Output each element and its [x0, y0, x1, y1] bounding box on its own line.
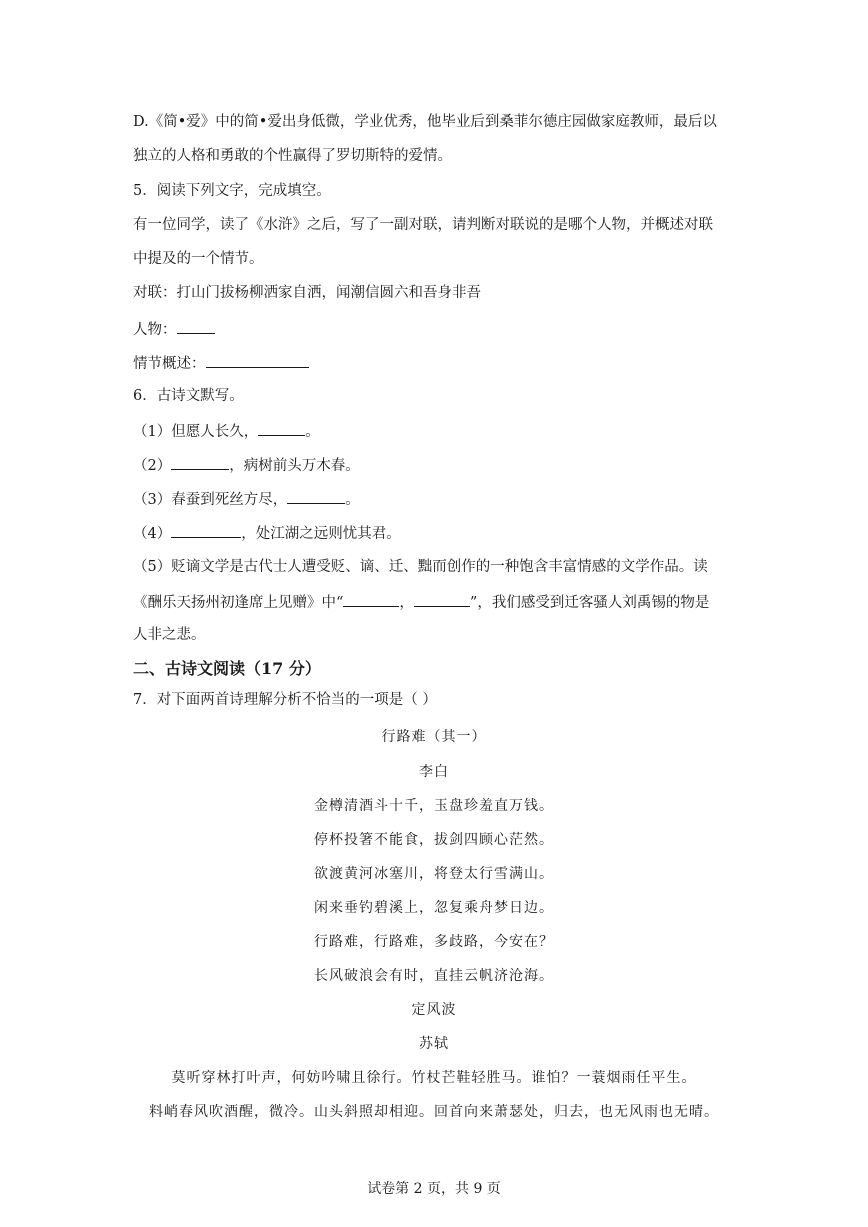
option-d-line-1: D.《简•爱》中的简•爱出身低微，学业优秀，他毕业后到桑菲尔德庄园做家庭教师，最后以 [133, 114, 717, 130]
section-2-heading: 二、古诗文阅读（17 分） [133, 659, 321, 678]
item-3-suffix: 。 [345, 492, 360, 508]
poem-1-line: 停杯投箸不能食，拔剑四顾心茫然。 [314, 832, 554, 848]
question-6-item-3 [133, 488, 360, 510]
question-6-item-5-line-1: （5）贬谪文学是古代士人遭受贬、谪、迁、黜而创作的一种饱含丰富情感的文学作品。读 [133, 559, 708, 575]
item-5-blank-2[interactable] [414, 591, 470, 607]
question-7-stem: 7．对下面两首诗理解分析不恰当的一项是（ ） [133, 692, 437, 708]
poem-1-line: 长风破浪会有时，直挂云帆济沧海。 [314, 968, 554, 984]
plot-answer-blank[interactable] [206, 352, 309, 368]
poem-1-line: 欲渡黄河冰塞川，将登太行雪满山。 [314, 866, 554, 882]
poem-2-line: 料峭春风吹酒醒，微冷。山头斜照却相迎。回首向来萧瑟处，归去，也无风雨也无晴。 [149, 1104, 719, 1120]
poem-1-line: 行路难，行路难，多歧路，今安在？ [314, 934, 554, 950]
poem-2-author: 苏轼 [419, 1036, 449, 1052]
item-5-prefix: 《酬乐天扬州初逢席上见赠》中“ [133, 595, 344, 611]
question-6-item-2 [133, 454, 360, 476]
page-footer: 试卷第 2 页，共 9 页 [367, 1181, 501, 1197]
item-2-prefix: （2） [133, 458, 172, 474]
person-answer-blank[interactable] [177, 318, 215, 334]
poem-1-line: 金樽清酒斗十千，玉盘珍羞直万钱。 [314, 798, 554, 814]
item-1-prefix: （1）但愿人长久， [133, 424, 259, 440]
item-4-blank[interactable] [171, 522, 241, 538]
question-6-item-4 [133, 522, 401, 544]
item-3-prefix: （3）春蚕到死丝方尽， [133, 492, 288, 508]
question-5-plot-row [133, 352, 309, 374]
person-label: 人物： [133, 322, 177, 338]
item-1-suffix: 。 [305, 424, 320, 440]
question-6-item-5-line-2 [133, 591, 709, 613]
item-2-suffix: ，病树前头万木春。 [229, 458, 360, 474]
poem-2-title: 定风波 [411, 1002, 457, 1018]
option-d-line-2: 独立的人格和勇敢的个性赢得了罗切斯特的爱情。 [133, 148, 452, 164]
item-5-comma: ， [399, 595, 414, 611]
poem-1-title: 行路难（其一） [381, 729, 487, 745]
item-4-prefix: （4） [133, 526, 172, 542]
item-5-blank-1[interactable] [343, 591, 399, 607]
question-6-stem: 6．古诗文默写。 [133, 388, 244, 404]
poem-2-line: 莫听穿林打叶声，何妨吟啸且徐行。竹杖芒鞋轻胜马。谁怕？一蓑烟雨任平生。 [171, 1070, 697, 1086]
item-3-blank[interactable] [287, 488, 345, 504]
question-5-intro-line-1: 有一位同学，读了《水浒》之后，写了一副对联，请判断对联说的是哪个人物，并概述对联 [133, 217, 713, 233]
question-5-stem: 5．阅读下列文字，完成填空。 [133, 183, 331, 199]
question-5-intro-line-2: 中提及的一个情节。 [133, 251, 264, 267]
item-4-suffix: ，处江湖之远则忧其君。 [241, 526, 401, 542]
plot-label: 情节概述： [133, 356, 206, 372]
poem-1-line: 闲来垂钓碧溪上，忽复乘舟梦日边。 [314, 900, 554, 916]
question-6-item-1 [133, 420, 320, 442]
item-1-blank[interactable] [258, 420, 305, 436]
item-5-suffix: ”，我们感受到迁客骚人刘禹锡的物是 [469, 595, 710, 611]
question-5-person-row [133, 318, 215, 340]
question-5-couplet: 对联：打山门拔杨柳洒家自洒，闻潮信圆六和吾身非吾 [133, 285, 481, 301]
item-2-blank[interactable] [171, 454, 229, 470]
question-6-item-5-line-3: 人非之悲。 [133, 627, 206, 643]
poem-1-author: 李白 [419, 764, 449, 780]
